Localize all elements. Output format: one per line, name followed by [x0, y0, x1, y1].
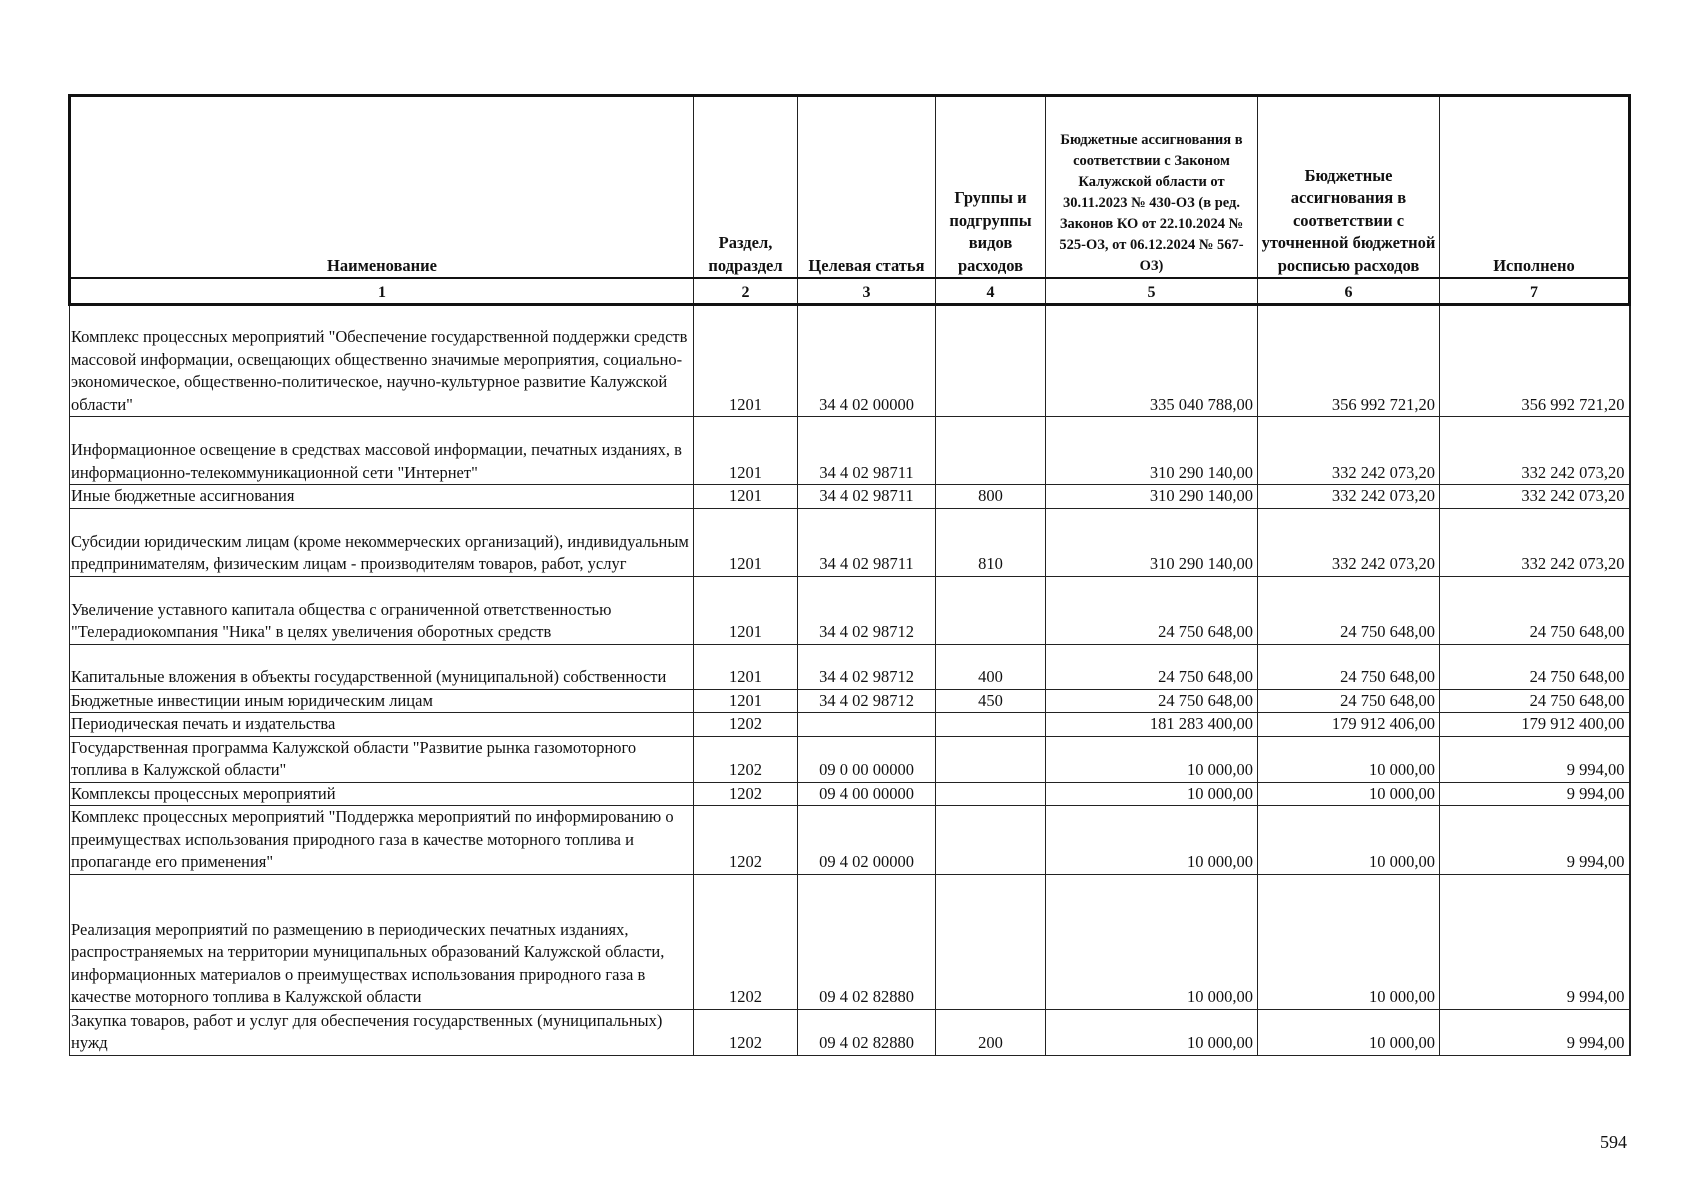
- row-executed-amount: 179 912 400,00: [1440, 713, 1630, 737]
- row-section: 1202: [694, 1009, 798, 1055]
- table-row: [70, 874, 1630, 1009]
- row-name: Государственная программа Калужской области "Развитие рынка газомоторного топлива в Калужской области": [70, 736, 694, 782]
- row-refined-amount: 10 000,00: [1258, 874, 1440, 1009]
- row-expense-group: [936, 713, 1046, 737]
- header-refined-allocations: Бюджетные ассигнования в соответствии с уточненной бюджетной росписью расходов: [1258, 96, 1440, 279]
- row-name: Бюджетные инвестиции иным юридическим лицам: [70, 689, 694, 713]
- table-row: [70, 736, 1630, 782]
- row-target-article: 34 4 02 98712: [798, 576, 936, 644]
- row-target-article: [798, 713, 936, 737]
- row-section: 1201: [694, 689, 798, 713]
- row-target-article: 34 4 02 98712: [798, 644, 936, 689]
- row-law-amount: 181 283 400,00: [1046, 713, 1258, 737]
- row-expense-group: [936, 874, 1046, 1009]
- row-section: 1201: [694, 644, 798, 689]
- row-refined-amount: 24 750 648,00: [1258, 644, 1440, 689]
- row-section: 1201: [694, 305, 798, 417]
- column-number: 4: [936, 278, 1046, 305]
- row-executed-amount: 332 242 073,20: [1440, 485, 1630, 509]
- header-name: Наименование: [70, 96, 694, 279]
- row-name: Увеличение уставного капитала общества с ограниченной ответственностью "Телерадиокомпания "Ника" в целях увеличения оборотных средств: [70, 576, 694, 644]
- row-name: Закупка товаров, работ и услуг для обеспечения государственных (муниципальных) нужд: [70, 1009, 694, 1055]
- row-refined-amount: 10 000,00: [1258, 806, 1440, 875]
- row-executed-amount: 356 992 721,20: [1440, 305, 1630, 417]
- row-name: Иные бюджетные ассигнования: [70, 485, 694, 509]
- row-target-article: 09 0 00 00000: [798, 736, 936, 782]
- row-law-amount: 24 750 648,00: [1046, 644, 1258, 689]
- row-name: Информационное освещение в средствах массовой информации, печатных изданиях, в информационно-телекоммуникационной сети "Интернет": [70, 417, 694, 485]
- row-target-article: 34 4 02 98711: [798, 508, 936, 576]
- row-expense-group: 450: [936, 689, 1046, 713]
- row-target-article: 34 4 02 98711: [798, 417, 936, 485]
- column-number: 7: [1440, 278, 1630, 305]
- row-name: Капитальные вложения в объекты государственной (муниципальной) собственности: [70, 644, 694, 689]
- row-refined-amount: 332 242 073,20: [1258, 485, 1440, 509]
- row-expense-group: [936, 806, 1046, 875]
- row-executed-amount: 9 994,00: [1440, 806, 1630, 875]
- row-law-amount: 10 000,00: [1046, 806, 1258, 875]
- budget-table: [68, 94, 1631, 1056]
- row-law-amount: 10 000,00: [1046, 782, 1258, 806]
- row-expense-group: [936, 736, 1046, 782]
- row-name: Реализация мероприятий по размещению в периодических печатных изданиях, распространяемых на территории муниципальных образований Калужской области, информационных материалов о преимуществах использования природного газа в качестве моторного топлива в Калужской области: [70, 874, 694, 1009]
- table-row: [70, 1009, 1630, 1055]
- header-expense-groups: Группы и подгруппы видов расходов: [936, 96, 1046, 279]
- row-executed-amount: 24 750 648,00: [1440, 576, 1630, 644]
- row-refined-amount: 10 000,00: [1258, 1009, 1440, 1055]
- row-law-amount: 24 750 648,00: [1046, 689, 1258, 713]
- row-law-amount: 310 290 140,00: [1046, 417, 1258, 485]
- row-target-article: 34 4 02 98712: [798, 689, 936, 713]
- row-law-amount: 335 040 788,00: [1046, 305, 1258, 417]
- row-expense-group: [936, 417, 1046, 485]
- row-refined-amount: 24 750 648,00: [1258, 689, 1440, 713]
- row-refined-amount: 10 000,00: [1258, 736, 1440, 782]
- row-target-article: 34 4 02 98711: [798, 485, 936, 509]
- header-section: Раздел, подраздел: [694, 96, 798, 279]
- row-expense-group: 200: [936, 1009, 1046, 1055]
- row-executed-amount: 24 750 648,00: [1440, 644, 1630, 689]
- header-target-article: Целевая статья: [798, 96, 936, 279]
- row-section: 1202: [694, 782, 798, 806]
- table-row: [70, 713, 1630, 737]
- column-number: 6: [1258, 278, 1440, 305]
- table-row: [70, 305, 1630, 417]
- row-section: 1201: [694, 576, 798, 644]
- row-target-article: 09 4 02 00000: [798, 806, 936, 875]
- row-refined-amount: 356 992 721,20: [1258, 305, 1440, 417]
- row-executed-amount: 24 750 648,00: [1440, 689, 1630, 713]
- row-law-amount: 24 750 648,00: [1046, 576, 1258, 644]
- row-section: 1202: [694, 736, 798, 782]
- row-name: Комплексы процессных мероприятий: [70, 782, 694, 806]
- column-number: 2: [694, 278, 798, 305]
- table-row: [70, 485, 1630, 509]
- column-number-row: [70, 278, 1630, 305]
- row-law-amount: 10 000,00: [1046, 1009, 1258, 1055]
- row-refined-amount: 24 750 648,00: [1258, 576, 1440, 644]
- column-number: 5: [1046, 278, 1258, 305]
- row-section: 1202: [694, 874, 798, 1009]
- row-section: 1201: [694, 417, 798, 485]
- header-law-allocations: Бюджетные ассигнования в соответствии с Законом Калужской области от 30.11.2023 № 430-ОЗ (в ред. Законов КО от 22.10.2024 № 525-ОЗ, от 06.12.2024 № 567-ОЗ): [1046, 96, 1258, 279]
- row-expense-group: [936, 576, 1046, 644]
- table-row: [70, 644, 1630, 689]
- table-row: [70, 689, 1630, 713]
- row-executed-amount: 332 242 073,20: [1440, 508, 1630, 576]
- row-expense-group: [936, 782, 1046, 806]
- row-section: 1202: [694, 806, 798, 875]
- column-number: 1: [70, 278, 694, 305]
- row-name: Комплекс процессных мероприятий "Обеспечение государственной поддержки средств массовой информации, освещающих общественно значимые мероприятия, социально-экономическое, общественно-политическое, научно-культурное развитие Калужской области": [70, 305, 694, 417]
- row-target-article: 09 4 02 82880: [798, 874, 936, 1009]
- row-name: Комплекс процессных мероприятий "Поддержка мероприятий по информированию о преимуществах использования природного газа в качестве моторного топлива и пропаганде его применения": [70, 806, 694, 875]
- row-refined-amount: 332 242 073,20: [1258, 508, 1440, 576]
- row-executed-amount: 332 242 073,20: [1440, 417, 1630, 485]
- budget-document: [68, 94, 1628, 1056]
- row-target-article: 09 4 02 82880: [798, 1009, 936, 1055]
- row-executed-amount: 9 994,00: [1440, 736, 1630, 782]
- row-executed-amount: 9 994,00: [1440, 782, 1630, 806]
- row-target-article: 34 4 02 00000: [798, 305, 936, 417]
- row-expense-group: 810: [936, 508, 1046, 576]
- table-row: [70, 806, 1630, 875]
- row-expense-group: 400: [936, 644, 1046, 689]
- row-target-article: 09 4 00 00000: [798, 782, 936, 806]
- row-law-amount: 10 000,00: [1046, 736, 1258, 782]
- row-section: 1201: [694, 508, 798, 576]
- row-refined-amount: 10 000,00: [1258, 782, 1440, 806]
- table-row: [70, 417, 1630, 485]
- table-row: [70, 508, 1630, 576]
- row-executed-amount: 9 994,00: [1440, 874, 1630, 1009]
- table-row: [70, 576, 1630, 644]
- row-section: 1201: [694, 485, 798, 509]
- row-refined-amount: 332 242 073,20: [1258, 417, 1440, 485]
- row-section: 1202: [694, 713, 798, 737]
- row-expense-group: 800: [936, 485, 1046, 509]
- row-law-amount: 10 000,00: [1046, 874, 1258, 1009]
- row-expense-group: [936, 305, 1046, 417]
- row-executed-amount: 9 994,00: [1440, 1009, 1630, 1055]
- header-row: [70, 96, 1630, 279]
- row-name: Субсидии юридическим лицам (кроме некоммерческих организаций), индивидуальным предпринимателям, физическим лицам - производителям товаров, работ, услуг: [70, 508, 694, 576]
- table-row: [70, 782, 1630, 806]
- row-name: Периодическая печать и издательства: [70, 713, 694, 737]
- row-law-amount: 310 290 140,00: [1046, 508, 1258, 576]
- row-refined-amount: 179 912 406,00: [1258, 713, 1440, 737]
- page-number: 594: [1600, 1132, 1627, 1152]
- header-executed: Исполнено: [1440, 96, 1630, 279]
- row-law-amount: 310 290 140,00: [1046, 485, 1258, 509]
- column-number: 3: [798, 278, 936, 305]
